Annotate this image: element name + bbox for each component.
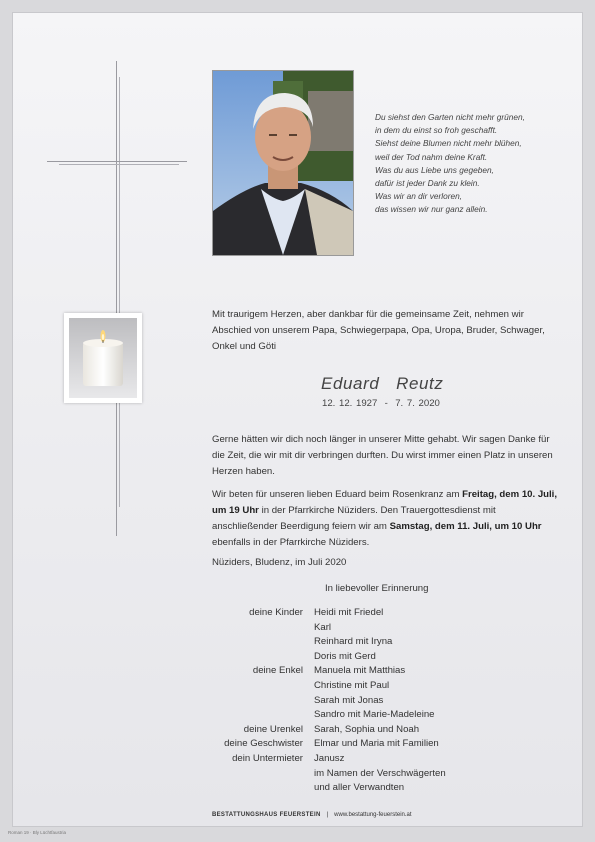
poem-line: Was du aus Liebe uns gegeben, — [375, 164, 494, 175]
relation — [150, 767, 314, 782]
farewell-paragraph: Gerne hätten wir dich noch länger in unserer Mitte gehabt. Wir sagen Danke für die Zeit, die wir mit dir verbringen durften. Du wirst immer einen Platz in unseren Herzen haben. — [212, 434, 553, 477]
list-item — [150, 781, 550, 796]
intro-text: Mit traurigem Herzen, aber dankbar für die gemeinsame Zeit, nehmen wir Abschied von unserem Papa, Schwiegerpapa, Opa, Uropa, Bruder, Schwager, Onkel und Göti — [212, 309, 545, 352]
memory-line: In liebevoller Erinnerung — [325, 583, 429, 594]
relation — [150, 650, 314, 665]
mourner-name: Sarah, Sophia und Noah — [314, 723, 420, 735]
relation — [150, 708, 314, 723]
mourner-name: Sarah mit Jonas — [314, 694, 384, 706]
service-text: in der Pfarrkirche Nüziders. Den Trauergottesdienst mit anschließender Beerdigung feiern wir am — [212, 505, 496, 532]
cross-horizontal-line — [47, 161, 187, 162]
portrait-photo — [212, 70, 354, 256]
mourner-name: Sandro mit Marie-Madeleine — [314, 709, 435, 721]
relation: deine Kinder — [249, 607, 303, 618]
deceased-name: Eduard Reutz — [321, 374, 444, 393]
list-item — [150, 650, 550, 665]
cross-vertical-line — [116, 61, 117, 536]
poem-line: weil der Tod nahm deine Kraft. — [375, 151, 488, 162]
cross-vertical-line-inner — [119, 77, 120, 507]
list-item — [150, 694, 550, 709]
poem-line: in dem du einst so froh geschafft. — [375, 125, 498, 136]
mourner-name: Doris mit Gerd — [314, 650, 376, 662]
rosary-date: Freitag, dem 10. Juli, um 19 Uhr — [212, 489, 558, 516]
relation: deine Geschwister — [224, 738, 303, 750]
mourners-list — [150, 606, 550, 796]
funeral-date: Samstag, dem 11. Juli, um 10 Uhr — [389, 521, 542, 532]
mourner-name: Christine mit Paul — [314, 679, 390, 691]
mourner-name: im Namen der Verschwägerten — [314, 767, 446, 779]
printer-note: Roman 19 · Bly Lüchtfaustria — [8, 830, 67, 835]
cross-horizontal-line-inner — [59, 164, 179, 165]
list-item — [150, 723, 550, 738]
footer-separator: | — [326, 812, 329, 818]
mourner-name: Reinhard mit Iryna — [314, 636, 393, 648]
list-item — [150, 767, 550, 782]
mourner-name: Heidi mit Friedel — [314, 607, 384, 618]
poem-line: Du siehst den Garten nicht mehr grünen, — [375, 112, 525, 122]
relation: deine Urenkel — [243, 723, 303, 735]
life-dates: 12. 12. 1927 - 7. 7. 2020 — [322, 398, 440, 409]
candle-image — [69, 318, 137, 398]
relation: deine Enkel — [252, 665, 303, 677]
candle-image-frame — [64, 313, 142, 403]
list-item — [150, 708, 550, 723]
relation — [150, 621, 314, 636]
list-item — [150, 752, 550, 767]
mourner-name: Karl — [314, 621, 332, 633]
list-item — [150, 737, 550, 752]
poem — [375, 111, 575, 217]
mourner-name: Janusz — [314, 752, 345, 764]
list-item — [150, 606, 550, 621]
service-paragraph — [212, 487, 562, 551]
poem-line: Was wir an dir verloren, — [375, 191, 462, 202]
service-text: Wir beten für unseren lieben Eduard beim Rosenkranz am — [212, 489, 463, 500]
company-website[interactable]: www.bestattung-feuerstein.at — [334, 812, 412, 818]
relation — [150, 679, 314, 694]
list-item — [150, 621, 550, 636]
relation — [150, 635, 314, 650]
relation: dein Untermieter — [232, 752, 303, 764]
mourner-name: und aller Verwandten — [314, 782, 405, 794]
relation — [150, 694, 314, 709]
footer — [212, 812, 412, 818]
list-item — [150, 679, 550, 694]
service-text: ebenfalls in der Pfarrkirche Nüziders. — [212, 537, 370, 548]
company-name: BESTATTUNGSHAUS FEUERSTEIN — [212, 812, 321, 818]
poem-line: Siehst deine Blumen nicht mehr blühen, — [375, 138, 522, 149]
poem-line: dafür ist jeder Dank zu klein. — [375, 178, 480, 189]
relation — [150, 781, 314, 796]
mourner-name: Elmar und Maria mit Familien — [314, 738, 439, 750]
poem-line: das wissen wir nur ganz allein. — [375, 204, 488, 215]
list-item — [150, 664, 550, 679]
mourner-name: Manuela mit Matthias — [314, 665, 406, 677]
place-date: Nüziders, Bludenz, im Juli 2020 — [212, 557, 347, 568]
list-item — [150, 635, 550, 650]
